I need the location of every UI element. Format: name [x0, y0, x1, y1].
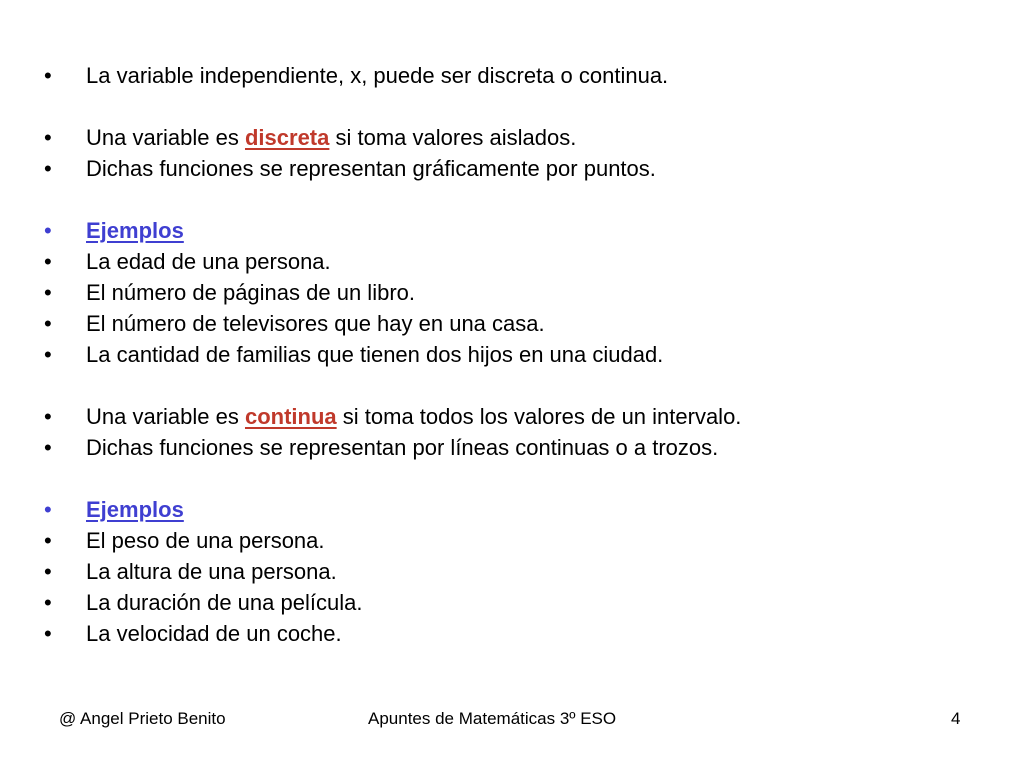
example-text: La edad de una persona. [86, 249, 331, 274]
page-number: 4 [951, 709, 961, 728]
continuous-def-suffix: si toma todos los valores de un intervalo. [336, 404, 742, 429]
example-text: El número de páginas de un libro. [86, 280, 415, 305]
discrete-example-item [44, 246, 1004, 277]
discrete-example-item [44, 339, 1004, 370]
intro-line [44, 60, 1004, 91]
example-text: La duración de una película. [86, 590, 363, 615]
intro-text: La variable independiente, x, puede ser discreta o continua. [86, 63, 669, 88]
discrete-definition-line [44, 122, 1004, 153]
bullet: • [44, 311, 52, 336]
continuous-example-item [44, 556, 1004, 587]
discrete-graph-line [44, 153, 1004, 184]
example-text: La cantidad de familias que tienen dos hijos en una ciudad. [86, 342, 664, 367]
continuous-example-item [44, 525, 1004, 556]
examples-label: Ejemplos [86, 497, 184, 522]
bullet: • [44, 435, 52, 460]
bullet: • [44, 280, 52, 305]
example-text: La altura de una persona. [86, 559, 337, 584]
bullet: • [44, 621, 52, 646]
example-text: El peso de una persona. [86, 528, 325, 553]
discrete-examples-heading [44, 215, 1004, 246]
discrete-example-item [44, 277, 1004, 308]
bullet: • [44, 559, 52, 584]
bullet: • [44, 63, 52, 88]
discrete-term: discreta [244, 125, 330, 150]
continuous-term: continua [244, 404, 337, 429]
footer-course-title: Apuntes de Matemáticas 3º ESO [368, 709, 617, 728]
examples-label: Ejemplos [86, 218, 184, 243]
discrete-def-suffix: si toma valores aislados. [329, 125, 577, 150]
discrete-definition-text [86, 122, 576, 153]
bullet: • [44, 342, 52, 367]
continuous-graph-text: Dichas funciones se representan por líneas continuas o a trozos. [86, 435, 719, 460]
continuous-definition-text [86, 401, 741, 432]
bullet: • [44, 590, 52, 615]
bullet: • [44, 404, 52, 429]
continuous-examples-heading [44, 494, 1004, 525]
discrete-graph-text: Dichas funciones se representan gráficamente por puntos. [86, 156, 656, 181]
example-text: La velocidad de un coche. [86, 621, 342, 646]
continuous-example-item [44, 618, 1004, 649]
discrete-example-item [44, 308, 1004, 339]
slide-footer [0, 708, 1024, 730]
bullet: • [44, 218, 52, 243]
continuous-def-prefix: Una variable es [86, 404, 245, 429]
bullet: • [44, 249, 52, 274]
continuous-graph-line [44, 432, 1004, 463]
bullet: • [44, 528, 52, 553]
continuous-definition-line [44, 401, 1004, 432]
continuous-example-item [44, 587, 1004, 618]
slide-content [44, 60, 1004, 649]
bullet: • [44, 125, 52, 150]
example-text: El número de televisores que hay en una casa. [86, 311, 545, 336]
discrete-def-prefix: Una variable es [86, 125, 245, 150]
footer-author: @ Angel Prieto Benito [59, 709, 226, 728]
bullet: • [44, 497, 52, 522]
bullet: • [44, 156, 52, 181]
